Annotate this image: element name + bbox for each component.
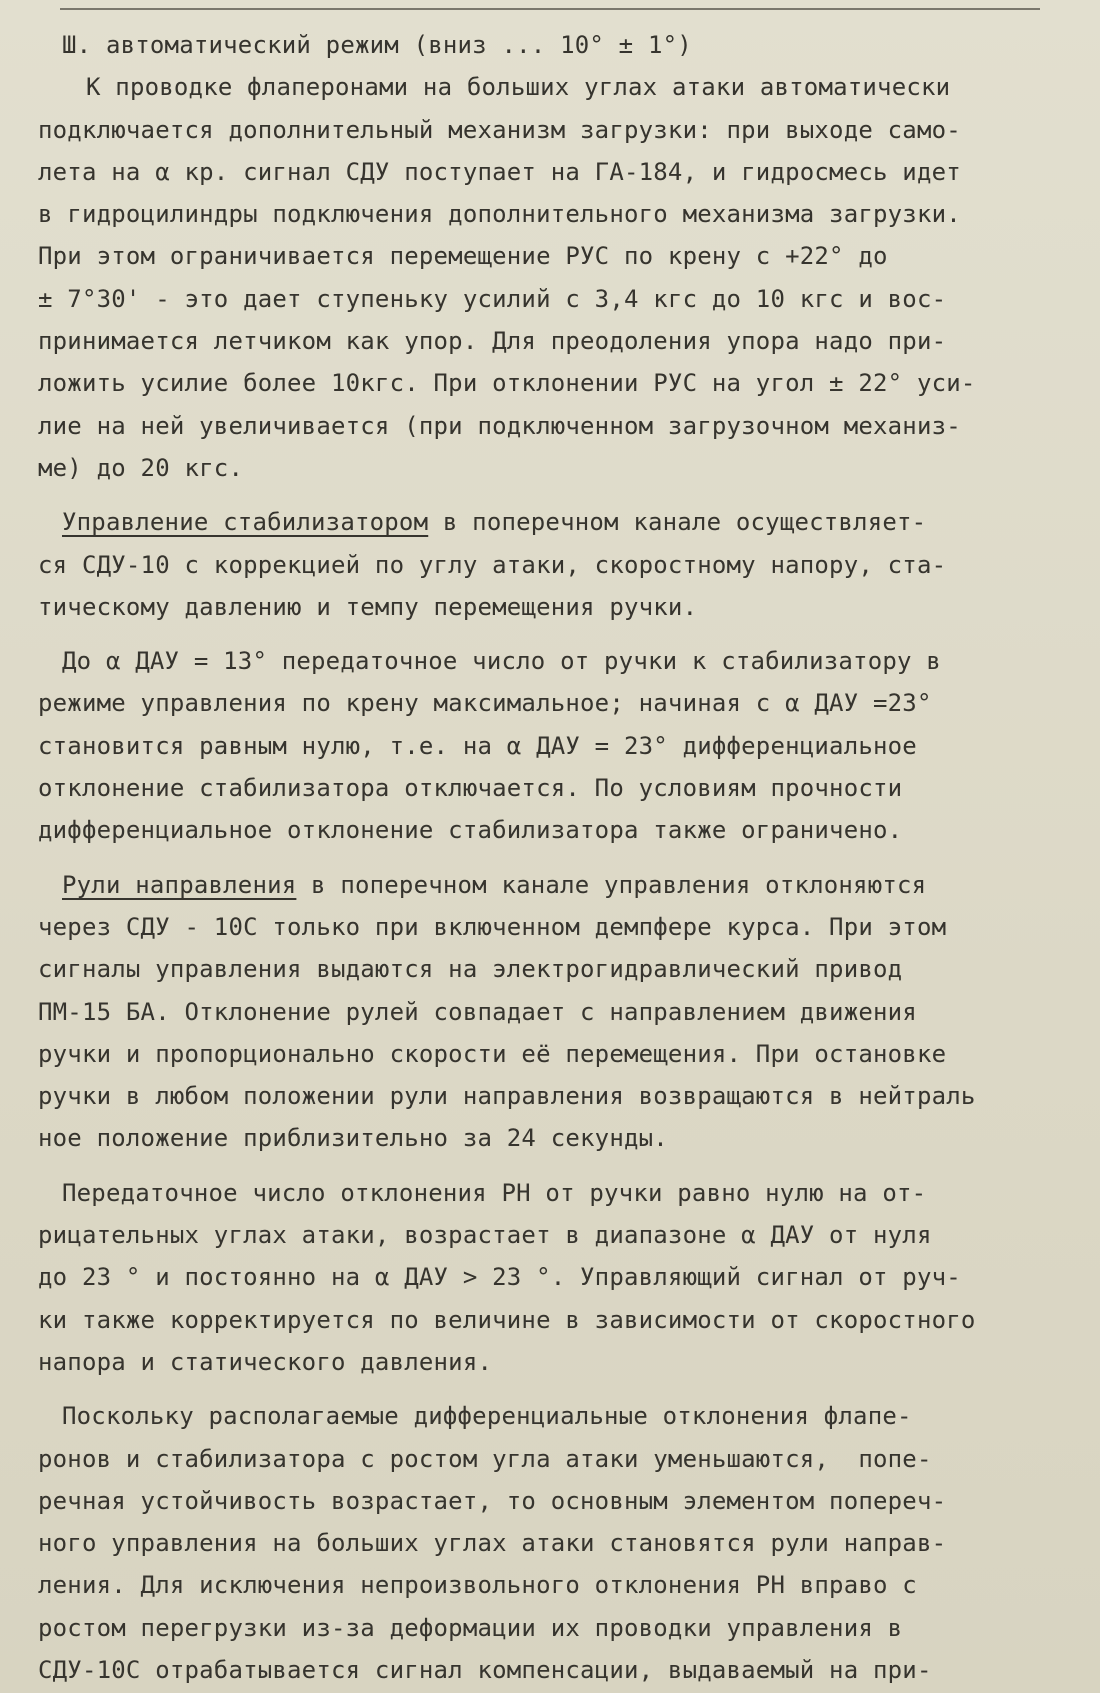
text-line: К проводке флаперонами на больших углах атаки автоматически: [86, 73, 951, 102]
text-line: становится равным нулю, т.е. на α ДАУ = 23° дифференциальное: [38, 731, 917, 760]
text-span: в поперечном канале управления отклоняются: [296, 870, 927, 899]
text-line: до 23 ° и постоянно на α ДАУ > 23 °. Управляющий сигнал от руч-: [38, 1263, 961, 1292]
text-line: ручки в любом положении рули направления возвращаются в нейтраль: [38, 1082, 976, 1111]
text-line: СДУ-10С отрабатывается сигнал компенсации, выдаваемый на при-: [38, 1655, 932, 1684]
text-line: ручки и пропорционально скорости её перемещения. При остановке: [38, 1039, 947, 1068]
text-line: ПМ-15 БА. Отклонение рулей совпадает с направлением движения: [38, 997, 917, 1026]
text-line: лета на α кр. сигнал СДУ поступает на ГА-184, и гидросмесь идет: [38, 157, 961, 186]
paragraph-6: [38, 1395, 1068, 1691]
text-line: ки также корректируется по величине в зависимости от скоростного: [38, 1305, 976, 1334]
text-line: лие на ней увеличивается (при подключенном загрузочном механиз-: [38, 411, 961, 440]
text-line: При этом ограничивается перемещение РУС по крену с +22° до: [38, 242, 888, 271]
section-heading: Ш. автоматический режим (вниз ... 10° ± 1°): [62, 31, 692, 59]
text-line: ного управления на больших углах атаки становятся рули направ-: [38, 1529, 947, 1558]
text-line: ± 7°30' - это дает ступеньку усилий с 3,4 кгс до 10 кгс и вос-: [38, 284, 947, 313]
paragraph-3: [38, 640, 1068, 851]
text-line: ронов и стабилизатора с ростом угла атаки уменьшаются, попе-: [38, 1444, 932, 1473]
text-line: сигналы управления выдаются на электрогидравлический привод: [38, 955, 903, 984]
paragraph-5: [38, 1172, 1068, 1383]
underlined-term: Управление стабилизатором: [62, 508, 429, 537]
text-line: дифференциальное отклонение стабилизатора также ограничено.: [38, 816, 903, 845]
text-line: ся СДУ-10 с коррекцией по углу атаки, скоростному напору, ста-: [38, 550, 947, 579]
text-line: [38, 864, 1068, 906]
paragraph-1: [38, 66, 1068, 489]
text-line: ростом перегрузки из-за деформации их проводки управления в: [38, 1613, 903, 1642]
text-line: речная устойчивость возрастает, то основным элементом попереч-: [38, 1486, 947, 1515]
text-line: через СДУ - 10С только при включенном демпфере курса. При этом: [38, 912, 947, 941]
text-line: Передаточное число отклонения РН от ручки равно нулю на от-: [62, 1178, 927, 1207]
text-line: подключается дополнительный механизм загрузки: при выходе само-: [38, 115, 961, 144]
text-line: в гидроцилиндры подключения дополнительного механизма загрузки.: [38, 200, 961, 229]
document-body: [38, 24, 1068, 1691]
text-line: режиме управления по крену максимальное; начиная с α ДАУ =23°: [38, 689, 932, 718]
text-span: в поперечном канале осуществляет-: [428, 508, 927, 537]
top-rule: [60, 8, 1040, 10]
text-line: рицательных углах атаки, возрастает в диапазоне α ДАУ от нуля: [38, 1221, 932, 1250]
text-line: До α ДАУ = 13° передаточное число от ручки к стабилизатору в: [62, 647, 941, 676]
text-line: напора и статического давления.: [38, 1347, 493, 1376]
text-line: ме) до 20 кгс.: [38, 453, 244, 482]
paragraph-2: [38, 501, 1068, 628]
paragraph-4: [38, 864, 1068, 1160]
text-line: [38, 501, 1068, 543]
text-line: принимается летчиком как упор. Для преодоления упора надо при-: [38, 327, 947, 356]
text-line: ное положение приблизительно за 24 секунды.: [38, 1124, 668, 1153]
text-line: Поскольку располагаемые дифференциальные отклонения флапе-: [62, 1402, 912, 1431]
text-line: тическому давлению и темпу перемещения ручки.: [38, 592, 698, 621]
underlined-term: Рули направления: [62, 870, 297, 899]
text-line: ложить усилие более 10кгс. При отклонении РУС на угол ± 22° уси-: [38, 369, 976, 398]
text-line: отклонение стабилизатора отключается. По условиям прочности: [38, 774, 903, 803]
text-line: ления. Для исключения непроизвольного отклонения РН вправо с: [38, 1571, 917, 1600]
